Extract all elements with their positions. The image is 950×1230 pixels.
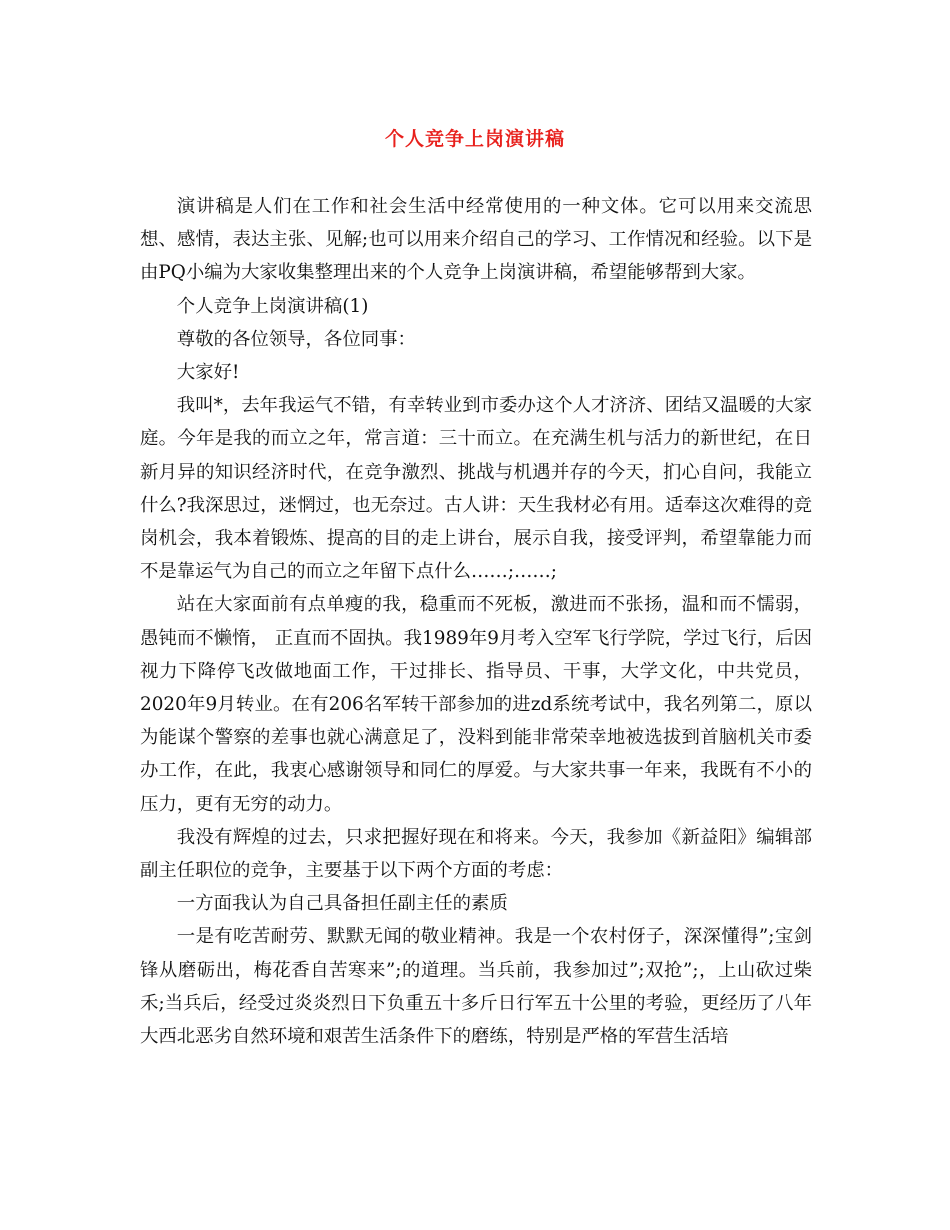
- paragraph-point-one: 一是有吃苦耐劳、默默无闻的敬业精神。我是一个农村伢子，深深懂得”;宝剑锋从磨砺出，梅花香自苦寒来”;的道理。当兵前，我参加过”;双抢”;，上山砍过柴禾;当兵后，经受过炎炎烈日下负重五十多斤日行军五十公里的考验，更经历了八年大西北恶劣自然环境和艰苦生活条件下的磨练，特别是严格的军营生活培: [140, 926, 812, 1048]
- paragraph-salutation: 尊敬的各位领导，各位同事：: [176, 328, 416, 350]
- paragraph-greeting: 大家好!: [176, 362, 240, 384]
- document-body: [140, 190, 812, 1053]
- paragraph-intro: 演讲稿是人们在工作和社会生活中经常使用的一种文体。它可以用来交流思想、感情，表达主张、见解;也可以用来介绍自己的学习、工作情况和经验。以下是由PQ小编为大家收集整理出来的个人竞争上岗演讲稿，希望能够帮到大家。: [140, 196, 812, 284]
- paragraph-background: 站在大家面前有点单瘦的我，稳重而不死板，激进而不张扬，温和而不懦弱，愚钝而不懒惰， 正直而不固执。我1989年9月考入空军飞行学院，学过飞行，后因视力下降停飞改做地面工作，干过排长、指导员、干事，大学文化，中共党员，2020年9月转业。在有206名军转干部参加的进zd系统考试中，我名列第二，原以为能谋个警察的差事也就心满意足了，没料到能非常荣幸地被选拔到首脑机关市委办工作，在此，我衷心感谢领导和同仁的厚爱。与大家共事一年来，我既有不小的压力，更有无穷的动力。: [140, 594, 812, 815]
- document-title: 个人竞争上岗演讲稿: [384, 128, 565, 150]
- paragraph-reasons: 我没有辉煌的过去，只求把握好现在和将来。今天，我参加《新益阳》编辑部副主任职位的竞争，主要基于以下两个方面的考虑：: [140, 826, 812, 882]
- paragraph-self-intro: 我叫*，去年我运气不错，有幸转业到市委办这个人才济济、团结又温暖的大家庭。今年是我的而立之年，常言道：三十而立。在充满生机与活力的新世纪，在日新月异的知识经济时代，在竞争激烈、挑战与机遇并存的今天，扪心自问，我能立什么?我深思过，迷惘过，也无奈过。古人讲：天生我材必有用。适奉这次难得的竞岗机会，我本着锻炼、提高的目的走上讲台，展示自我，接受评判，希望靠能力而不是靠运气为自己的而立之年留下点什么……;……;: [140, 395, 812, 583]
- paragraph-subtitle: 个人竞争上岗演讲稿(1): [176, 295, 369, 317]
- paragraph-aspect-one: 一方面我认为自己具备担任副主任的素质: [176, 893, 508, 915]
